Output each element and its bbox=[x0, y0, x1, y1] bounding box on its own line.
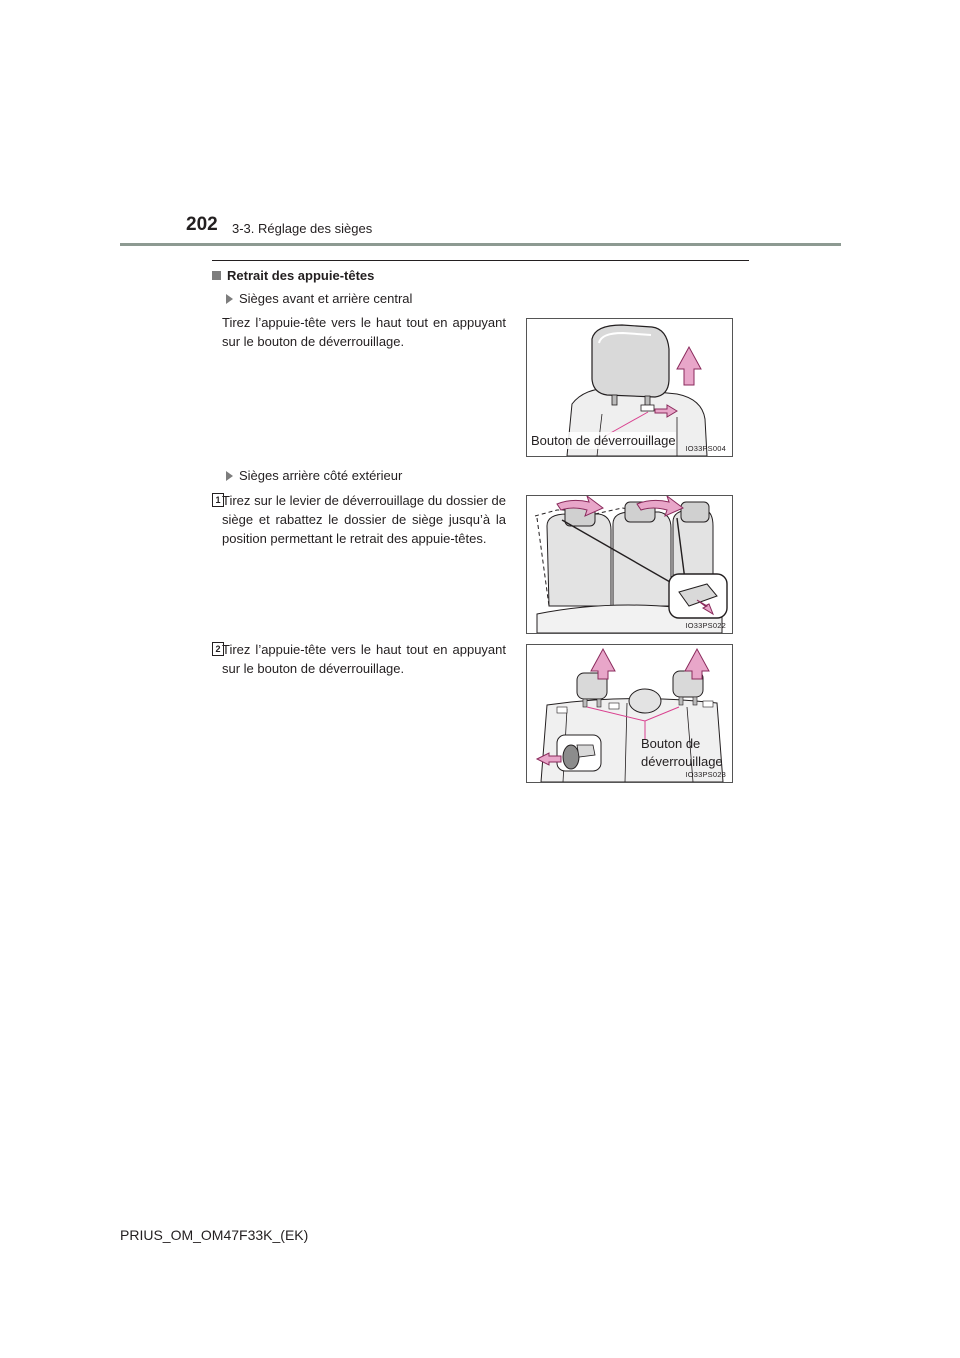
paragraph-step-1: Tirez sur le levier de déverrouillage du dossier de siège et rabattez le dossier de siège jusqu’à la position permettant le retrait des appuie-têtes. bbox=[222, 493, 506, 546]
figure-front-label: Bouton de déverrouillage bbox=[531, 433, 676, 448]
subhead-front-text: Sièges avant et arrière central bbox=[239, 291, 413, 306]
chapter-title: 3-3. Réglage des sièges bbox=[232, 221, 373, 236]
step-number-1: 1 bbox=[212, 493, 224, 507]
section-title-text: Retrait des appuie-têtes bbox=[227, 268, 375, 283]
paragraph-front: Tirez l’appuie-tête vers le haut tout en appuyant sur le bouton de déverrouillage. bbox=[222, 315, 506, 349]
section-rule bbox=[212, 260, 749, 261]
paragraph-step-2: Tirez l’appuie-tête vers le haut tout en appuyant sur le bouton de déverrouillage. bbox=[222, 642, 506, 676]
square-bullet-icon bbox=[212, 271, 221, 280]
figure-rear-seat-fold bbox=[526, 495, 733, 634]
figure-rear-label-line2: déverrouillage bbox=[641, 754, 723, 769]
subhead-front-seats bbox=[226, 291, 412, 306]
step-number-2: 2 bbox=[212, 642, 224, 656]
figure-rear-label-line1: Bouton de bbox=[641, 736, 701, 751]
triangle-bullet-icon bbox=[226, 471, 233, 481]
figure-front-code: IO33PS004 bbox=[685, 444, 726, 453]
figure-headrest-front bbox=[526, 318, 733, 457]
subhead-rear-seats bbox=[226, 468, 402, 483]
document-code: PRIUS_OM_OM47F33K_(EK) bbox=[120, 1227, 309, 1243]
header-rule bbox=[120, 243, 841, 246]
section-title bbox=[212, 268, 374, 283]
figure-rear-headrest-code: IO33PS023 bbox=[685, 770, 726, 779]
page-number: 202 bbox=[186, 214, 218, 235]
figure-rear-fold-illustration bbox=[527, 496, 732, 633]
triangle-bullet-icon bbox=[226, 294, 233, 304]
figure-headrest-rear bbox=[526, 644, 733, 783]
figure-rear-fold-code: IO33PS022 bbox=[685, 621, 726, 630]
subhead-rear-text: Sièges arrière côté extérieur bbox=[239, 468, 403, 483]
